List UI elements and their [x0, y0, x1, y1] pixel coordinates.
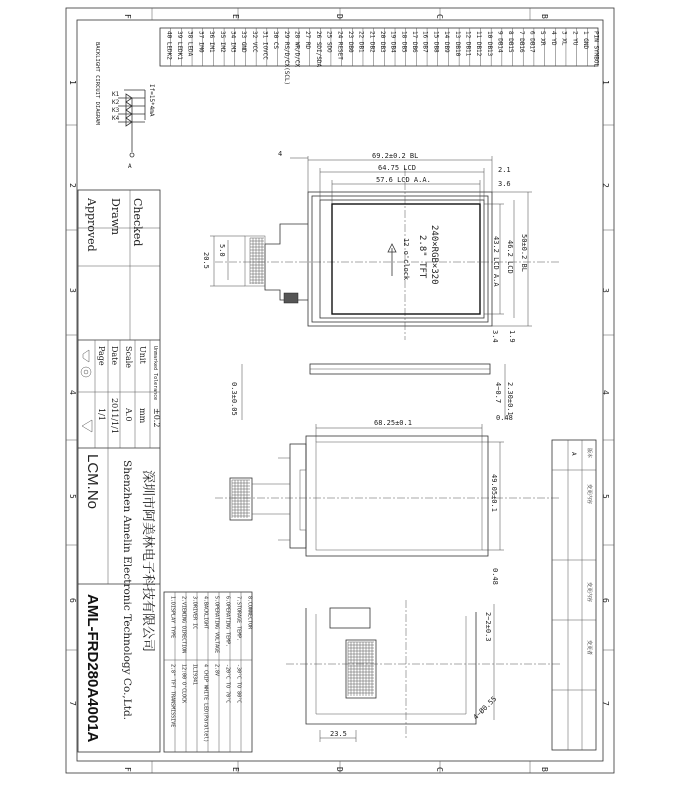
pin-cell: 12 DB11: [464, 31, 472, 57]
page-value: 1/1: [97, 408, 106, 421]
zone-number-right: 7: [601, 701, 610, 706]
zone-number-right: 2: [601, 183, 610, 188]
spec-key: 5.OPERATING VOLTAGE: [213, 596, 220, 654]
pin-cell: 27 RD: [304, 31, 312, 50]
spec-key: 2.VIEWING DIRECTION: [180, 596, 187, 654]
zone-ticks: [66, 8, 614, 773]
pin-cell: 6 DB17: [528, 31, 536, 53]
spec-value: 12:00 O'CLOCK: [180, 664, 187, 704]
sheet-outer-frame: [66, 8, 614, 773]
pin-cell: 7 DB16: [517, 31, 525, 53]
spec-value: -30°C TO 80°C: [235, 664, 242, 704]
zone-letter-top: F: [123, 14, 132, 19]
zone-number-right: 3: [601, 288, 610, 293]
pin-cell: 14 DB9: [443, 31, 451, 53]
pin-cell: 28 WR/D/CX: [293, 31, 301, 68]
spec-key: 1.DISPLAY TYPE: [169, 596, 176, 639]
zone-letter-top: B: [540, 14, 549, 19]
pin-cell: 5 XR: [539, 31, 547, 46]
date-label: Date: [110, 346, 119, 366]
backlight-label-a: A: [128, 163, 132, 170]
pin-cell: 31 IOVCC: [261, 31, 269, 60]
dim-aa-height: 43.2 LCD A.A: [492, 236, 500, 287]
backlight-label-k3: K3: [112, 107, 120, 114]
spec-key: 3.DRIVER IC: [191, 596, 198, 630]
spec-value: 4 CHIP WHITE LED(Parallel): [202, 664, 209, 743]
pin-cell: 38 LEDA: [186, 31, 194, 57]
title-block: [78, 190, 161, 752]
spec-value: ILI9341: [191, 664, 198, 686]
dim-fpc-offset: 4: [278, 150, 283, 158]
dim-margin-36: 3.6: [498, 180, 511, 188]
pin-cell: 16 DB7: [421, 31, 429, 53]
pin-cell: 24 RESET: [336, 31, 344, 60]
backlight-label-k1: K1: [112, 91, 120, 98]
pin-cell: 22 DB1: [357, 31, 365, 53]
tolerance-value: ±0.2: [152, 408, 161, 428]
pin-cell: 11 DB12: [475, 31, 483, 57]
drawn-label: Drawn: [109, 198, 122, 236]
pin-cell: 17 DB6: [411, 31, 419, 53]
pin-cell: 36 IM1: [208, 31, 216, 53]
model-number: AML-FRD280A4001A: [84, 594, 101, 743]
dim-outer-height: 50±0.2 BL: [520, 234, 528, 272]
backlight-label-k4: K4: [112, 115, 120, 122]
pin-cell: 21 DB2: [368, 31, 376, 53]
zone-number-right: 4: [601, 390, 610, 395]
pin-cell: 2 YU: [571, 31, 579, 46]
spec-value: 2.8V: [213, 664, 220, 677]
spec-key: 6.OPERATING TEMP.: [224, 596, 231, 648]
pin-cell: 20 DB3: [379, 31, 386, 53]
dim-fpc-pitch: 2~2±0.3: [484, 612, 492, 642]
page-label: Page: [97, 346, 106, 366]
dim-margin-34: 3.4: [491, 330, 499, 343]
spec-key: 4.BACKLIGHT: [202, 596, 209, 630]
zone-number-left: 6: [68, 598, 77, 603]
date-value: 2011/1/1: [110, 398, 119, 434]
zone-letter-bottom: D: [335, 767, 344, 772]
dim-lcd-height: 46.2 LCD: [506, 240, 514, 274]
approved-label: Approved: [85, 198, 98, 252]
revision-value: A: [570, 452, 577, 456]
pin-cell: 26 SDI/SDA: [314, 31, 322, 68]
display-size-text: 2.8" TFT: [417, 235, 427, 279]
pin-cell: 18 DB5: [400, 31, 408, 53]
dim-margin-21: 2.1: [498, 166, 511, 174]
pin-cell: 30 CS: [272, 31, 280, 50]
dim-fpc-bottom-width: 23.5: [330, 730, 347, 738]
dim-back-width: 68.25±0.1: [374, 419, 412, 427]
dim-back-margin-2: 0.48: [491, 568, 499, 585]
company-name-en: Shenzhen Amelin Electronic Technology Co.,Ltd.: [121, 460, 133, 721]
zone-number-right: 6: [601, 598, 610, 603]
zone-letter-top: C: [435, 14, 444, 19]
dim-margin-19: 1.9: [508, 330, 516, 343]
pin-cell: 29 RS/D/CX(SCL): [282, 31, 290, 86]
viewing-direction-text: 12 o'clock: [402, 238, 410, 281]
front-view: [202, 150, 560, 343]
spec-key: 7.STORAGE TEMP.: [235, 596, 242, 642]
pin-cell: 34 IM3: [229, 31, 237, 53]
company-name-cn: 深圳市阿美林电子科技有限公司: [140, 470, 155, 653]
checked-label: Checked: [131, 198, 144, 247]
spec-value: -20°C TO 70°C: [224, 664, 231, 704]
dim-fpc-hole: 4~Ø0.55: [471, 694, 499, 722]
revision-header-editor: 变更者: [586, 640, 592, 656]
scale-value: A.0: [124, 408, 133, 422]
dim-thickness-tol: 0.3±0.05: [230, 382, 238, 416]
back-view: [215, 414, 560, 585]
unit-label: Unit: [138, 346, 147, 364]
zone-letter-top: E: [231, 14, 240, 19]
zone-letter-bottom: C: [435, 767, 444, 772]
zone-letter-bottom: B: [540, 767, 549, 772]
zone-letter-bottom: E: [231, 767, 240, 772]
pin-cell: 33 GND: [240, 31, 248, 53]
pin-cell: 4 YD: [549, 31, 557, 46]
pin-cell: 32 VCC: [250, 31, 258, 53]
dim-outer-width: 69.2±0.2 BL: [372, 152, 419, 160]
display-resolution-text: 240×RGB×320: [429, 225, 439, 285]
backlight-title: BACKLIGHT CIRCUIT DIAGRAM: [94, 42, 100, 125]
pin-cell: 13 DB10: [453, 31, 461, 57]
zone-number-left: 7: [68, 701, 77, 706]
pin-cell: 25 SDO: [325, 31, 333, 53]
unmarked-tolerance-label: Unmarked Tolerance: [152, 346, 158, 401]
pin-cell: 8 DB15: [507, 31, 515, 53]
dim-back-margin-1: 0.48: [496, 414, 513, 422]
warning-triangle-icon: [82, 420, 92, 432]
backlight-circuit: [94, 42, 155, 170]
pin-cell: 15 DB8: [432, 31, 440, 53]
pin-cell: 19 DB4: [389, 31, 397, 53]
spec-value: 2.8" TFT TRANSMISSIVE: [169, 664, 176, 728]
pin-table: [160, 28, 600, 85]
fpc-view: [286, 600, 560, 742]
zone-number-left: 4: [68, 390, 77, 395]
pin-cell: 40 LEDK2: [165, 31, 173, 60]
pin-cell: 10 DB13: [485, 31, 493, 57]
thickness-view: [230, 364, 514, 420]
scale-label: Scale: [124, 346, 133, 369]
revision-table: [552, 440, 596, 750]
revision-header-content: 变更内容: [586, 484, 592, 505]
backlight-current: If=15*4mA: [148, 84, 155, 117]
zone-number-left: 5: [68, 494, 77, 499]
lcm-no-label: LCM.No: [84, 454, 101, 510]
revision-header-content-2: 变更内容: [586, 582, 592, 603]
dim-aa-width: 57.6 LCD A.A.: [376, 176, 431, 184]
zone-number-left: 1: [68, 80, 77, 85]
zone-number-right: 1: [601, 80, 610, 85]
revision-header-version: 版本: [586, 448, 592, 459]
unit-value: mm: [138, 408, 147, 424]
pin-cell: 3 XL: [560, 31, 568, 46]
backlight-label-k2: K2: [112, 99, 120, 106]
dim-fpc-width: 20.5: [202, 252, 210, 269]
dim-thickness: 4~0.7: [494, 382, 502, 404]
dim-back-height: 49.05±0.1: [490, 474, 498, 512]
projection-symbol: [81, 350, 91, 377]
dim-fpc-width-2: 5.0: [218, 244, 226, 257]
pin-cell: 23 DB0: [346, 31, 354, 53]
pin-cell: 39 LEDK1: [176, 31, 184, 60]
zone-letter-top: D: [335, 14, 344, 19]
pin-cell: 9 DB14: [496, 31, 504, 53]
zone-number-right: 5: [601, 494, 610, 499]
dim-thickness-2: 2.30±0.1: [506, 382, 514, 416]
pin-cell: 1 GND: [581, 31, 589, 50]
spec-key: 8.CONNECTOR: [246, 596, 253, 630]
pin-cell: 35 IM2: [218, 31, 226, 53]
pin-cell: 37 IM0: [197, 31, 205, 53]
spec-table: [164, 592, 253, 752]
zone-number-left: 3: [68, 288, 77, 293]
zone-letter-bottom: F: [123, 767, 132, 772]
pin-table-header: PIN SYMBOL: [592, 31, 600, 68]
zone-number-left: 2: [68, 183, 77, 188]
dim-lcd-width: 64.75 LCD: [378, 164, 416, 172]
